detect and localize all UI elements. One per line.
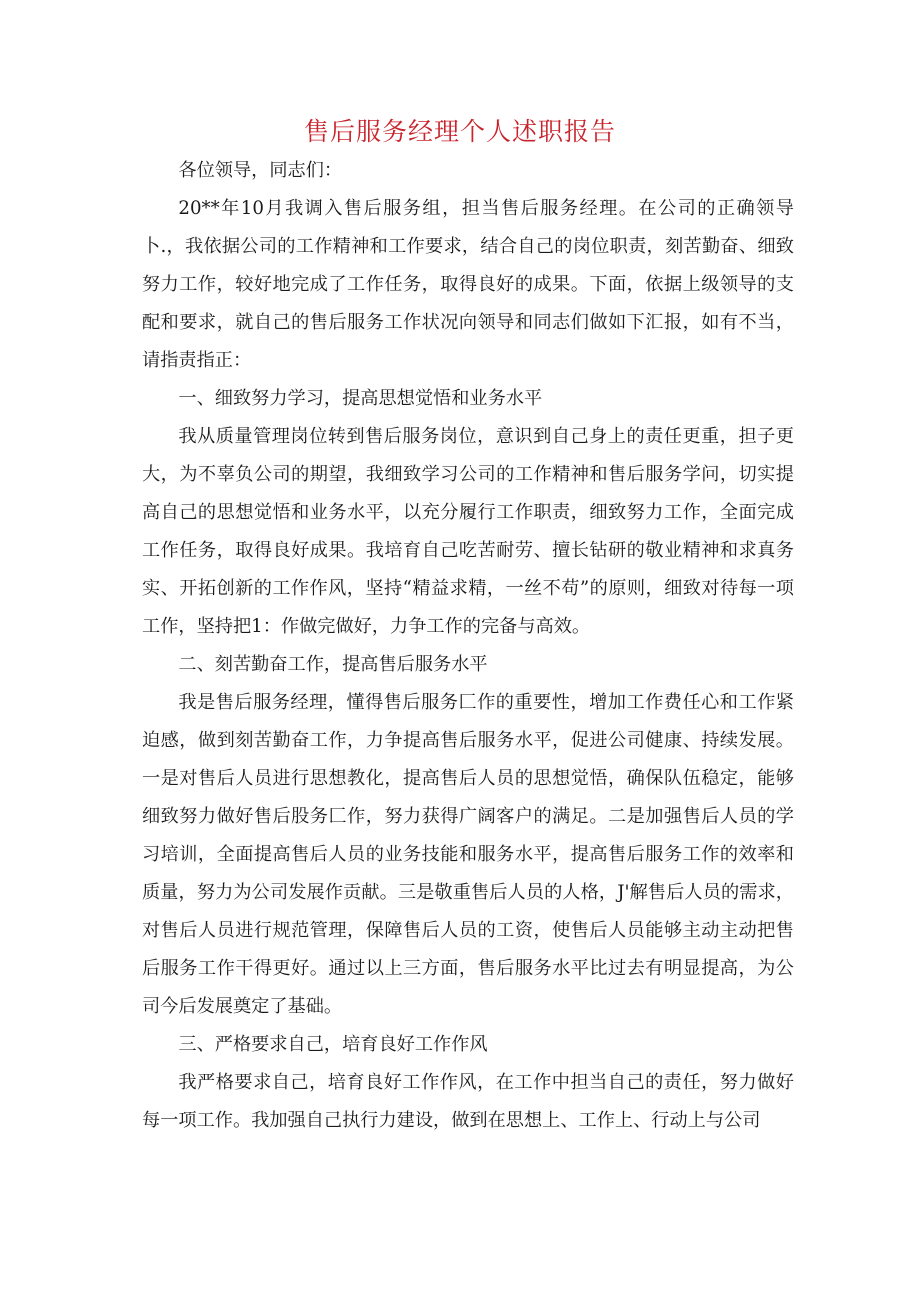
section-paragraph-3: 我严格要求自己，培育良好工作作风，在工作中担当自己的责任，努力做好每一项工作。我加强自己执行力建设，做到在思想上、工作上、行动上与公司 <box>142 1072 794 1131</box>
section-heading-2: 二、刻苦勤奋工作，提高售后服务水平 <box>178 654 488 675</box>
section-heading-1: 一、细致努力学习，提高思想觉悟和业务水平 <box>178 388 543 409</box>
section-heading-3: 三、严格要求自己，培育良好工作作风 <box>178 1034 488 1055</box>
intro-paragraph: 20**年10月我调入售后服务组，担当售后服务经理。在公司的正确领导卜.，我依据公司的工作精神和工作要求，结合自己的岗位职责，刻苦勤奋、细致努力工作，较好地完成了工作任务，取得良好的成果。下面，依据上级领导的支配和要求，就自己的售后服务工作状况向领导和同志们做如下汇报，如有不当，请指责指正： <box>142 198 794 371</box>
section-paragraph-1: 我从质量管理岗位转到售后服务岗位，意识到自己身上的责任更重，担子更大，为不辜负公司的期望，我细致学习公司的工作精神和售后服务学问，切实提高自己的思想觉悟和业务水平，以充分履行工作职责，细致努力工作，全面完成工作任务，取得良好成果。我培育自己吃苦耐劳、擅长钻研的敬业精神和求真务实、开拓创新的工作作风，坚持“精益求精，一丝不苟”的原则，细致对待每一项工作，坚持把1：作做完做好，力争工作的完备与高效。 <box>142 426 794 637</box>
document-title: 售后服务经理个人述职报告 <box>303 117 616 146</box>
greeting-line: 各位领导，同志们： <box>178 160 343 181</box>
document-body <box>142 152 794 1140</box>
section-paragraph-2: 我是售后服务经理，懂得售后服务匚作的重要性，增加工作费任心和工作紧迫感，做到刻苦勤奋工作，力争提高售后服务水平，促进公司健康、持续发展。一是对售后人员进行思想教化，提高售后人员的思想觉悟，确保队伍稳定，能够细致努力做好售后股务匚作，努力获得广阔客户的满足。二是加强售后人员的学习培训，全面提高售后人员的业务技能和服务水平，提高售后服务工作的效率和质量，努力为公司发展作贡献。三是敬重售后人员的人格，J'解售后人员的需求，对售后人员进行规范管理，保障售后人员的工资，使售后人员能够主动主动把售后服务工作干得更好。通过以上三方面，售后服务水平比过去有明显提高，为公司今后发展奠定了基础。 <box>142 692 794 1017</box>
